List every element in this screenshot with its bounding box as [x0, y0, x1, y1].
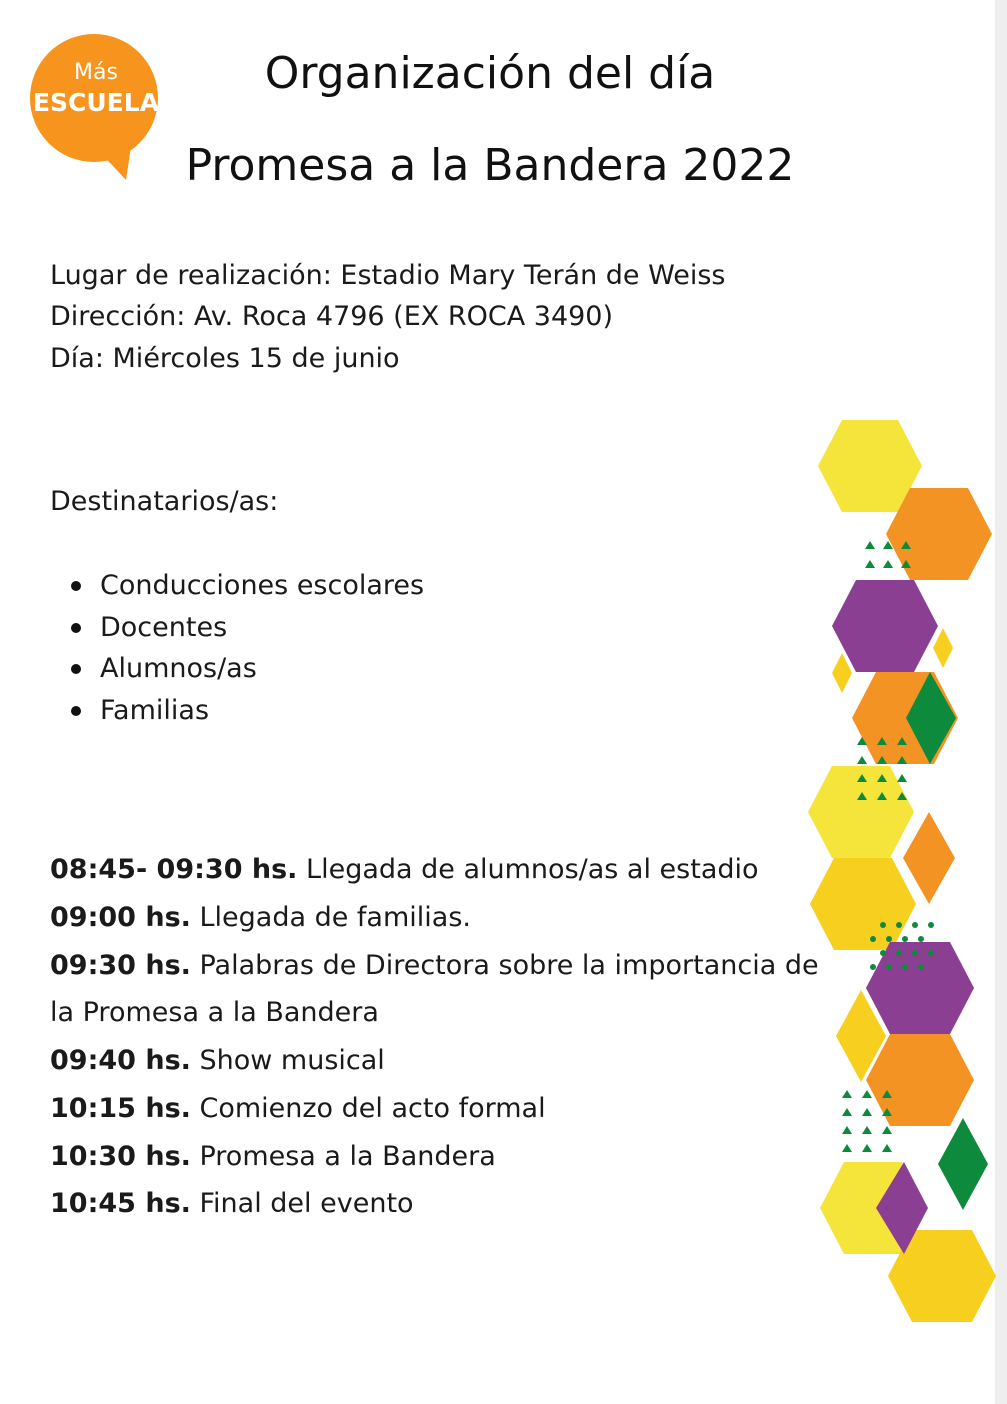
list-item-label: Docentes [100, 611, 228, 643]
schedule-item [50, 1140, 820, 1174]
schedule-item [50, 1092, 820, 1126]
schedule-text: Llegada de familias. [190, 902, 471, 933]
schedule-text: Promesa a la Bandera [190, 1141, 496, 1172]
address-text: Dirección: Av. Roca 4796 (EX ROCA 3490) [50, 301, 614, 332]
schedule-item-continuation [50, 996, 820, 1030]
schedule-time: 09:30 hs. [50, 950, 191, 981]
schedule-item [50, 1044, 820, 1078]
page-title: Organización del día [264, 48, 716, 99]
audience-list [50, 568, 424, 734]
schedule-text: Final del evento [190, 1188, 414, 1219]
hexagon-decoration [800, 410, 1000, 1340]
schedule-time: 10:45 hs. [50, 1188, 191, 1219]
schedule-item [50, 853, 820, 887]
list-item-label: Conducciones escolares [100, 570, 425, 601]
list-item-label: Alumnos/as [100, 653, 257, 684]
schedule-text: la Promesa a la Bandera [50, 997, 379, 1028]
schedule-item [50, 949, 820, 983]
schedule-item [50, 1187, 820, 1221]
schedule-text: Show musical [190, 1045, 385, 1076]
audience-heading: Destinatarios/as: [50, 486, 279, 517]
list-item [50, 610, 424, 652]
bullet-icon [71, 623, 81, 633]
list-item [50, 651, 424, 693]
schedule-time: 09:00 hs. [50, 902, 191, 933]
list-item-label: Familias [100, 694, 210, 726]
schedule-time: 10:15 hs. [50, 1093, 191, 1124]
logo-text-top: Más [74, 60, 118, 85]
schedule-text: Comienzo del acto formal [190, 1093, 546, 1124]
list-item [50, 693, 424, 735]
date-text: Día: Miércoles 15 de junio [50, 343, 400, 374]
logo-text-bottom: ESCUELA [32, 88, 160, 117]
bullet-icon [71, 706, 81, 716]
schedule-text: Palabras de Directora sobre la importancia de [190, 950, 819, 981]
schedule-time: 08:45- 09:30 hs. [50, 854, 298, 885]
venue-text: Lugar de realización: Estadio Mary Terán de Weiss [50, 260, 726, 291]
bullet-icon [71, 664, 81, 674]
list-item [50, 568, 424, 610]
bullet-icon [71, 581, 81, 591]
page-subtitle: Promesa a la Bandera 2022 [185, 140, 795, 191]
schedule-time: 10:30 hs. [50, 1141, 191, 1172]
schedule-item [50, 901, 820, 935]
schedule-time: 09:40 hs. [50, 1045, 191, 1076]
schedule-text: Llegada de alumnos/as al estadio [297, 854, 759, 885]
